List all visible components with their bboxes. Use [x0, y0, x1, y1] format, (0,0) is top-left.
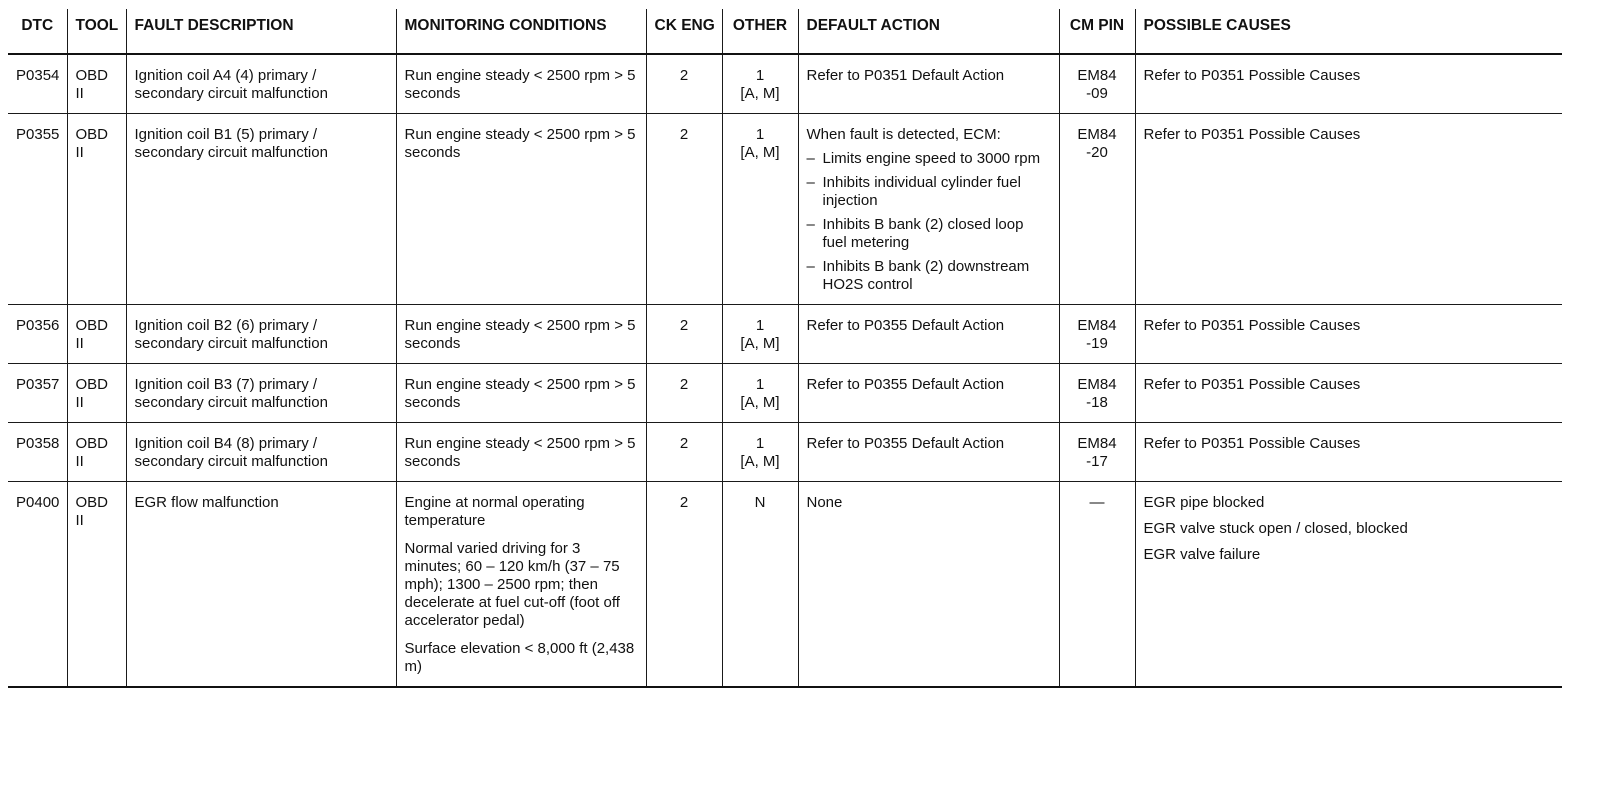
cell-cm-pin: [1059, 54, 1135, 114]
cell-dtc: P0356: [8, 305, 67, 364]
default-action-item: – Inhibits B bank (2) downstream HO2S control: [806, 258, 1030, 293]
table-row: [8, 54, 1562, 114]
cell-other: [722, 305, 798, 364]
monitoring-text: Normal varied driving for 3 minutes; 60 – 120 km/h (37 – 75 mph); 1300 – 2500 rpm; then decelerate at fuel cut-off (foot off accelerator pedal): [404, 540, 620, 629]
cause-item: Refer to P0351 Possible Causes: [1143, 435, 1361, 452]
cell-default-action: [798, 114, 1059, 305]
cell-cm-pin: [1059, 364, 1135, 423]
cm-pin-connector: —: [1089, 494, 1105, 511]
cell-cm-pin: [1059, 114, 1135, 305]
monitoring-text: Run engine steady < 2500 rpm > 5 seconds: [404, 67, 636, 102]
cell-fault-description: Ignition coil B4 (8) primary / secondary circuit malfunction: [126, 423, 396, 482]
other-value: N: [754, 494, 766, 511]
cm-pin-number: -19: [1086, 335, 1108, 352]
other-flags: [A, M]: [740, 335, 780, 352]
table-row: [8, 114, 1562, 305]
default-action-item: – Inhibits B bank (2) closed loop fuel metering: [806, 216, 1024, 251]
cell-tool: OBD II: [67, 114, 126, 305]
table-row: [8, 364, 1562, 423]
cell-tool: OBD II: [67, 482, 126, 688]
header-monitoring-conditions: MONITORING CONDITIONS: [396, 9, 646, 54]
other-flags: [A, M]: [740, 394, 780, 411]
other-value: 1: [755, 435, 765, 452]
cell-ck-eng: 2: [646, 482, 722, 688]
header-possible-causes: POSSIBLE CAUSES: [1135, 9, 1562, 54]
cell-cm-pin: [1059, 482, 1135, 688]
cause-item: Refer to P0351 Possible Causes: [1143, 317, 1361, 334]
cell-tool: OBD II: [67, 423, 126, 482]
cause-item: Refer to P0351 Possible Causes: [1143, 376, 1361, 393]
cell-tool: OBD II: [67, 54, 126, 114]
cell-ck-eng: 2: [646, 114, 722, 305]
cell-monitoring-conditions: [396, 114, 646, 305]
monitoring-text: Surface elevation < 8,000 ft (2,438 m): [404, 640, 635, 675]
other-value: 1: [755, 376, 765, 393]
cell-default-action: Refer to P0351 Default Action: [798, 54, 1059, 114]
cm-pin-connector: EM84: [1077, 435, 1117, 452]
cell-dtc: P0355: [8, 114, 67, 305]
cell-other: [722, 54, 798, 114]
cell-ck-eng: 2: [646, 305, 722, 364]
cell-fault-description: Ignition coil B1 (5) primary / secondary circuit malfunction: [126, 114, 396, 305]
table-header: [8, 9, 1562, 54]
cell-monitoring-conditions: [396, 364, 646, 423]
header-cm-pin: CM PIN: [1059, 9, 1135, 54]
cell-ck-eng: 2: [646, 54, 722, 114]
dtc-table: [8, 9, 1562, 688]
cell-dtc: P0358: [8, 423, 67, 482]
cell-other: [722, 482, 798, 688]
dash-bullet: –: [806, 258, 815, 275]
cell-fault-description: EGR flow malfunction: [126, 482, 396, 688]
default-action-item: – Limits engine speed to 3000 rpm: [806, 150, 1041, 167]
cell-other: [722, 423, 798, 482]
table-row: [8, 423, 1562, 482]
monitoring-text: Engine at normal operating temperature: [404, 494, 585, 529]
cm-pin-number: -18: [1086, 394, 1108, 411]
cell-possible-causes: [1135, 364, 1562, 423]
other-flags: [A, M]: [740, 453, 780, 470]
cm-pin-connector: EM84: [1077, 126, 1117, 143]
header-tool: TOOL: [67, 9, 126, 54]
cm-pin-connector: EM84: [1077, 376, 1117, 393]
default-action-intro: When fault is detected, ECM:: [806, 126, 1001, 143]
monitoring-text: Run engine steady < 2500 rpm > 5 seconds: [404, 376, 636, 411]
monitoring-text: Run engine steady < 2500 rpm > 5 seconds: [404, 317, 636, 352]
cm-pin-connector: EM84: [1077, 67, 1117, 84]
default-action-item: – Inhibits individual cylinder fuel injection: [806, 174, 1021, 209]
cell-monitoring-conditions: [396, 305, 646, 364]
other-flags: [A, M]: [740, 85, 780, 102]
cell-tool: OBD II: [67, 364, 126, 423]
cm-pin-number: -09: [1086, 85, 1108, 102]
other-value: 1: [755, 67, 765, 84]
other-value: 1: [755, 317, 765, 334]
header-row: [8, 9, 1562, 54]
cell-cm-pin: [1059, 305, 1135, 364]
cell-possible-causes: [1135, 305, 1562, 364]
table-row: [8, 305, 1562, 364]
cause-item: EGR pipe blocked: [1143, 494, 1265, 511]
cell-monitoring-conditions: [396, 482, 646, 688]
cell-other: [722, 364, 798, 423]
table-row: [8, 482, 1562, 688]
cause-item: Refer to P0351 Possible Causes: [1143, 126, 1361, 143]
cell-fault-description: Ignition coil B2 (6) primary / secondary circuit malfunction: [126, 305, 396, 364]
cm-pin-connector: EM84: [1077, 317, 1117, 334]
cell-possible-causes: [1135, 482, 1562, 688]
dash-bullet: –: [806, 216, 815, 233]
cell-fault-description: Ignition coil A4 (4) primary / secondary circuit malfunction: [126, 54, 396, 114]
cell-default-action: None: [798, 482, 1059, 688]
header-other: OTHER: [722, 9, 798, 54]
cause-item: EGR valve stuck open / closed, blocked: [1143, 520, 1408, 537]
cell-fault-description: Ignition coil B3 (7) primary / secondary circuit malfunction: [126, 364, 396, 423]
monitoring-text: Run engine steady < 2500 rpm > 5 seconds: [404, 126, 636, 161]
cell-cm-pin: [1059, 423, 1135, 482]
cell-default-action: Refer to P0355 Default Action: [798, 423, 1059, 482]
default-action-list: [807, 150, 1051, 294]
cell-monitoring-conditions: [396, 54, 646, 114]
cm-pin-number: -20: [1086, 144, 1108, 161]
header-dtc: DTC: [8, 9, 67, 54]
cell-dtc: P0400: [8, 482, 67, 688]
other-value: 1: [755, 126, 765, 143]
cause-item: EGR valve failure: [1143, 546, 1261, 563]
table-body: [8, 54, 1562, 687]
cell-dtc: P0354: [8, 54, 67, 114]
cell-possible-causes: [1135, 423, 1562, 482]
header-fault-description: FAULT DESCRIPTION: [126, 9, 396, 54]
cell-possible-causes: [1135, 114, 1562, 305]
cm-pin-number: -17: [1086, 453, 1108, 470]
cell-monitoring-conditions: [396, 423, 646, 482]
header-ck-eng: CK ENG: [646, 9, 722, 54]
cell-possible-causes: [1135, 54, 1562, 114]
cell-tool: OBD II: [67, 305, 126, 364]
monitoring-text: Run engine steady < 2500 rpm > 5 seconds: [404, 435, 636, 470]
header-default-action: DEFAULT ACTION: [798, 9, 1059, 54]
cell-default-action: Refer to P0355 Default Action: [798, 305, 1059, 364]
cell-dtc: P0357: [8, 364, 67, 423]
dash-bullet: –: [806, 150, 815, 167]
cell-other: [722, 114, 798, 305]
dash-bullet: –: [806, 174, 815, 191]
cell-default-action: Refer to P0355 Default Action: [798, 364, 1059, 423]
cell-ck-eng: 2: [646, 364, 722, 423]
cell-ck-eng: 2: [646, 423, 722, 482]
cause-item: Refer to P0351 Possible Causes: [1143, 67, 1361, 84]
other-flags: [A, M]: [740, 144, 780, 161]
